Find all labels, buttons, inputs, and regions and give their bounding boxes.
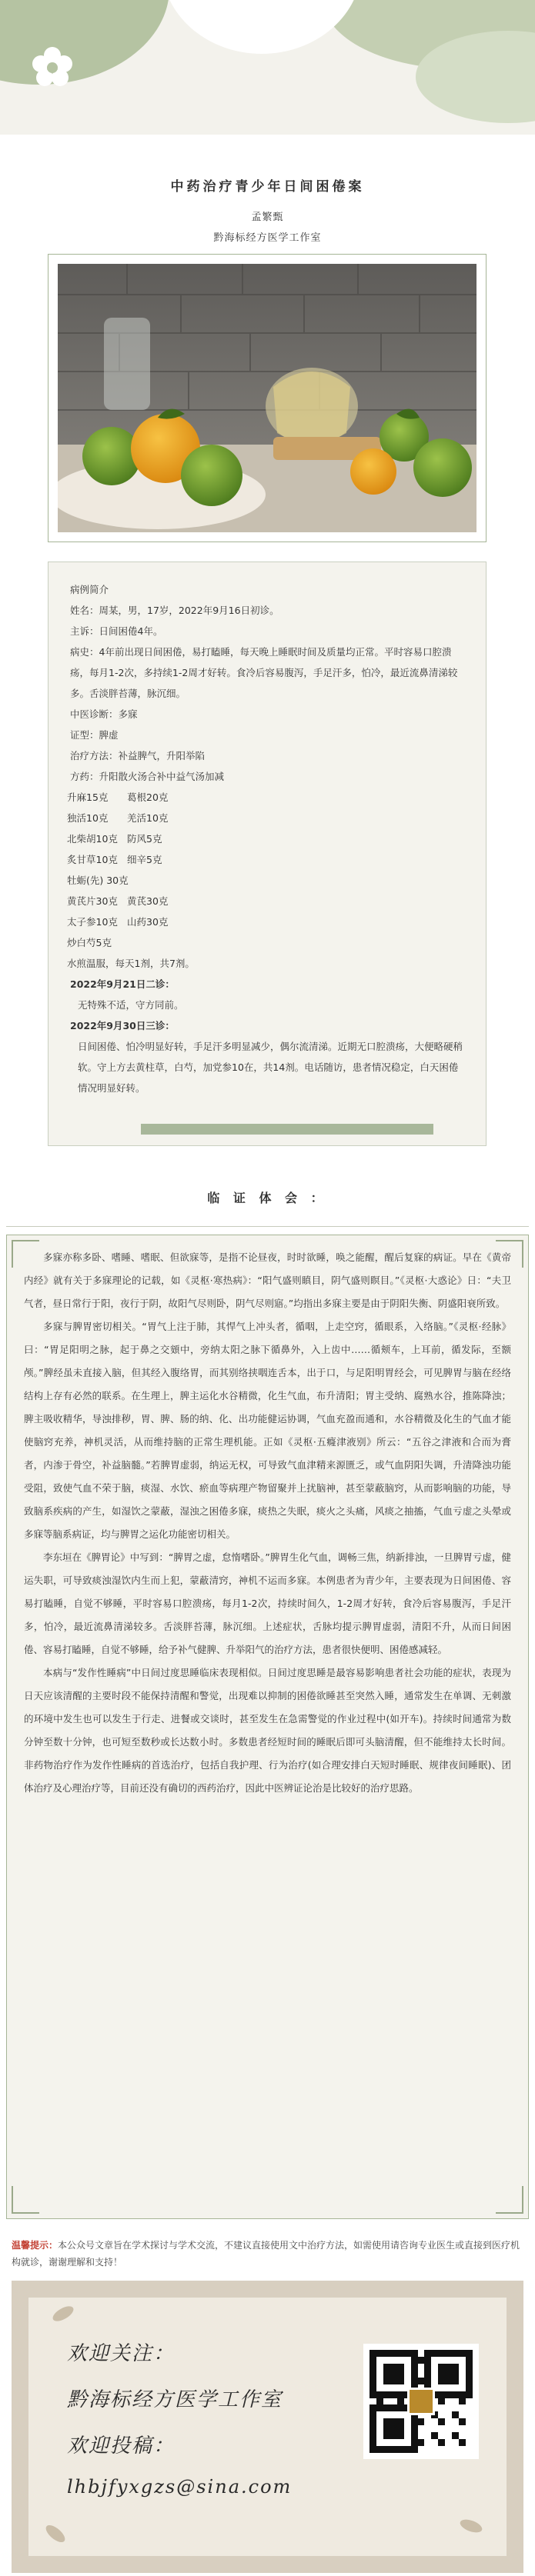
- qr-module: [445, 2439, 452, 2446]
- herb-item: 羌活10克: [127, 812, 169, 824]
- footer-panel: [28, 2298, 507, 2556]
- experience-content: [7, 1235, 528, 1800]
- qr-module: [369, 2404, 376, 2411]
- qr-module: [369, 2364, 376, 2371]
- qr-module: [466, 2404, 473, 2411]
- qr-module: [390, 2371, 397, 2378]
- qr-module: [411, 2378, 418, 2384]
- qr-module: [397, 2378, 404, 2384]
- qr-module: [383, 2404, 390, 2411]
- qr-module: [459, 2384, 466, 2391]
- herb-row: [67, 891, 464, 911]
- qr-module: [459, 2391, 466, 2398]
- qr-module: [445, 2350, 452, 2357]
- usage-line: 水煎温服，每天1剂，共7剂。: [67, 958, 195, 969]
- qr-module: [376, 2391, 383, 2398]
- qr-module: [418, 2378, 425, 2384]
- qr-module: [438, 2446, 445, 2453]
- qr-module: [431, 2418, 438, 2425]
- qr-module: [438, 2411, 445, 2418]
- qr-module: [376, 2404, 383, 2411]
- qr-module: [431, 2439, 438, 2446]
- qr-module: [438, 2384, 445, 2391]
- qr-module: [438, 2404, 445, 2411]
- qr-module: [459, 2364, 466, 2371]
- qr-module: [424, 2446, 431, 2453]
- qr-module: [411, 2357, 418, 2364]
- qr-module: [404, 2425, 411, 2432]
- qr-module: [390, 2357, 397, 2364]
- qr-module: [397, 2439, 404, 2446]
- experience-box: [6, 1235, 529, 2219]
- qr-module: [418, 2371, 425, 2378]
- qr-module: [390, 2404, 397, 2411]
- qr-module: [466, 2364, 473, 2371]
- qr-module: [431, 2432, 438, 2439]
- qr-module: [452, 2350, 459, 2357]
- qr-module: [397, 2350, 404, 2357]
- qr-module: [466, 2384, 473, 2391]
- experience-paragraph: 多寐与脾胃密切相关。“胃气上注于肺，其悍气上冲头者，循咽，上走空窍，循眼系，入络脑。”《灵枢·经脉》曰：“胃足阳明之脉，起于鼻之交頞中，旁纳太阳之脉下循鼻外，入上齿中……循颊车，上耳前，循发际，至额颅。”脾经虽未直接入脑，但其经入腹络胃，而其别络挟咽连舌本，出于口，与足阳明胃经会，可见脾胃与脑在经络结构上存有必然的联系。在生理上，脾主运化水谷精微，化生气血，布升清阳；胃主受纳、腐熟水谷，推陈降浊；脾主吸收精华，导浊排秽，胃、脾、肠的纳、化、出功能健运协调，气血充盈而通和，水谷精微及化生的气血才能使脑窍充养，神机灵活，从而维持脑的正常生理机能。正如《灵枢·五癃津液别》所云：“五谷之津液和合而为膏者，内渗于骨空，补益脑髓。”若脾胃虚弱，纳运无权，可导致气血津精来源匮乏，或气血阴阳失调，升清降浊功能受阻，致使气血不荣于脑，痰湿、水饮、瘀血等病理产物留聚并上扰脑神，甚至蒙蔽脑窍，从而影响脑的功能，导致脑系疾病的产生，如湿饮之蒙蔽，湿浊之困倦多寐，痰热之失眠，痰火之头痛，风痰之抽搐，气血亏虚之头晕或多寐等脑系病证，均与脾胃之运化功能密切相关。: [24, 1321, 511, 1540]
- qr-module: [459, 2404, 466, 2411]
- corner-decoration: [496, 1240, 523, 1268]
- qr-module: [390, 2439, 397, 2446]
- herb-item: 太子参10克: [67, 916, 118, 928]
- qr-module: [431, 2350, 438, 2357]
- qr-module: [445, 2398, 452, 2405]
- qr-module: [418, 2418, 425, 2425]
- qr-module: [452, 2446, 459, 2453]
- case-summary-box: [48, 562, 487, 1146]
- leaf-decoration: [459, 2517, 484, 2534]
- qr-module: [397, 2398, 404, 2405]
- qr-module: [404, 2418, 411, 2425]
- qr-module: [445, 2432, 452, 2439]
- qr-module: [466, 2439, 473, 2446]
- qr-module: [383, 2411, 390, 2418]
- qr-module: [452, 2425, 459, 2432]
- qr-module: [383, 2378, 390, 2384]
- qr-module: [376, 2446, 383, 2453]
- visit3-text: 日间困倦、怕冷明显好转，手足汗多明显减少，偶尔流清涕。近期无口腔溃疡，大便略硬稍软。守上方去黄柱草，白芍，加党参10在，共14剂。电话随访，患者情况稳定，白天困倦情况明显好转。: [78, 1041, 463, 1094]
- qr-module: [459, 2425, 466, 2432]
- photo-frame: [48, 254, 487, 542]
- case-line: 姓名：周某，男，17岁，2022年9月16日初诊。: [70, 605, 279, 616]
- organization-name: 黔海标经方医学工作室: [213, 232, 322, 244]
- qr-module: [445, 2357, 452, 2364]
- qr-module: [383, 2418, 390, 2425]
- qr-module: [369, 2378, 376, 2384]
- qr-module: [404, 2446, 411, 2453]
- qr-module: [438, 2391, 445, 2398]
- case-line: 治疗方法：补益脾气，升阳举陷: [70, 750, 206, 761]
- herb-item: 细辛5克: [127, 854, 162, 865]
- article-title: 中药治疗青少年日间困倦案: [170, 179, 365, 195]
- qr-module: [418, 2357, 425, 2364]
- qr-module: [438, 2432, 445, 2439]
- qr-module: [376, 2371, 383, 2378]
- qr-module: [390, 2398, 397, 2405]
- qr-module: [390, 2446, 397, 2453]
- header-decoration: [0, 0, 535, 135]
- qr-module: [445, 2446, 452, 2453]
- qr-module: [369, 2425, 376, 2432]
- qr-module: [376, 2411, 383, 2418]
- qr-module: [390, 2350, 397, 2357]
- qr-module: [452, 2378, 459, 2384]
- qr-module: [411, 2350, 418, 2357]
- qr-module: [424, 2371, 431, 2378]
- qr-module: [418, 2364, 425, 2371]
- qr-module: [397, 2404, 404, 2411]
- photo-illustration: [58, 264, 476, 532]
- qr-module: [438, 2350, 445, 2357]
- herb-row: [67, 911, 464, 932]
- qr-module: [390, 2432, 397, 2439]
- qr-module: [438, 2371, 445, 2378]
- qr-module: [404, 2439, 411, 2446]
- qr-module: [466, 2425, 473, 2432]
- qr-module: [411, 2418, 418, 2425]
- qr-module: [459, 2398, 466, 2405]
- qr-module: [418, 2446, 425, 2453]
- qr-module: [459, 2411, 466, 2418]
- qr-module: [445, 2364, 452, 2371]
- qr-module: [445, 2404, 452, 2411]
- qr-module: [383, 2364, 390, 2371]
- corner-decoration: [12, 2186, 39, 2214]
- qr-module: [383, 2384, 390, 2391]
- qr-module: [390, 2384, 397, 2391]
- leaf-decoration: [51, 2303, 76, 2324]
- herb-item: 独活10克: [67, 812, 109, 824]
- qr-module: [424, 2425, 431, 2432]
- qr-module: [369, 2398, 376, 2405]
- qr-module: [390, 2425, 397, 2432]
- herb-item: 炒白芍5克: [67, 937, 112, 948]
- qr-module: [376, 2378, 383, 2384]
- herb-list: [67, 787, 464, 953]
- herb-row: [67, 787, 464, 808]
- case-line: 证型：脾虚: [70, 729, 119, 741]
- experience-paragraph: 李东垣在《脾胃论》中写到：“脾胃之虚，怠惰嗜卧。”脾胃生化气血，调畅三焦，纳新排浊，一旦脾胃亏虚，健运失职，可导致痰浊湿饮内生而上犯，蒙蔽清窍，神机不运而多寐。本例患者为青少年，主要表现为日间困倦、容易打瞌睡，自觉不够睡，平时容易口腔溃疡，每月1-2次，持续时间久，1-2周才好转，食冷后容易腹泻，手足汗多，怕冷，最近流鼻清涕较多。舌淡胖苔薄，脉沉细。上述症状，舌脉均提示脾胃虚弱，清阳不升，从而日间困倦、容易打瞌睡，自觉不够睡，给予补气健脾、升举阳气的治疗方法，患者很快便明、困倦感减轻。: [24, 1551, 511, 1655]
- qr-module: [418, 2432, 425, 2439]
- qr-module: [383, 2446, 390, 2453]
- qr-module: [383, 2425, 390, 2432]
- submit-label: 欢迎投稿：: [67, 2434, 176, 2458]
- qr-module: [411, 2446, 418, 2453]
- qr-module: [459, 2439, 466, 2446]
- qr-module: [466, 2350, 473, 2357]
- section-divider: [6, 1226, 529, 1227]
- contact-email[interactable]: lhbjfyxgzs@sina.com: [67, 2476, 293, 2498]
- qr-logo-icon: [407, 2388, 435, 2415]
- qr-module: [369, 2391, 376, 2398]
- author-name: 孟繁甄: [251, 212, 284, 223]
- qr-module: [445, 2391, 452, 2398]
- qr-module: [397, 2357, 404, 2364]
- qr-module: [390, 2378, 397, 2384]
- qr-module: [376, 2364, 383, 2371]
- qr-module: [438, 2364, 445, 2371]
- qr-module: [466, 2418, 473, 2425]
- qr-module: [459, 2350, 466, 2357]
- herb-row: [67, 828, 464, 849]
- qr-module: [431, 2425, 438, 2432]
- herb-item: 防风5克: [127, 833, 162, 845]
- qr-module: [445, 2425, 452, 2432]
- qr-module: [376, 2350, 383, 2357]
- qr-module: [418, 2439, 425, 2446]
- qr-module: [383, 2357, 390, 2364]
- qr-module: [466, 2411, 473, 2418]
- case-line: 主诉：日间困倦4年。: [70, 625, 163, 637]
- section-title: 临 证 体 会 ：: [207, 1191, 328, 1205]
- notice-label: 温馨提示：: [12, 2240, 59, 2251]
- qr-module: [466, 2371, 473, 2378]
- qr-module: [466, 2398, 473, 2405]
- qr-module: [459, 2418, 466, 2425]
- herb-item: 牡蛎(先) 30克: [67, 875, 129, 886]
- visit3-title: 2022年9月30日三诊：: [70, 1020, 175, 1031]
- herb-item: 黄芪片30克: [67, 895, 118, 907]
- qr-module: [438, 2425, 445, 2432]
- qr-module: [383, 2350, 390, 2357]
- qr-module: [445, 2418, 452, 2425]
- qr-module: [397, 2384, 404, 2391]
- qr-module: [390, 2418, 397, 2425]
- qr-module: [397, 2425, 404, 2432]
- qr-module: [438, 2378, 445, 2384]
- qr-module: [390, 2411, 397, 2418]
- qr-module: [411, 2439, 418, 2446]
- qr-module: [369, 2384, 376, 2391]
- qr-module: [369, 2350, 376, 2357]
- deco-blob: [0, 0, 169, 85]
- qr-module: [438, 2357, 445, 2364]
- qr-module: [431, 2364, 438, 2371]
- qr-module: [424, 2364, 431, 2371]
- deco-blob: [162, 0, 362, 54]
- herb-row: [67, 849, 464, 870]
- qr-module: [452, 2357, 459, 2364]
- qr-module: [397, 2411, 404, 2418]
- herb-item: 黄芪30克: [127, 895, 169, 907]
- notice-text: 本公众号文章旨在学术探讨与学术交流，不建议直接使用文中治疗方法，如需使用请咨询专业医生或直接到医疗机构就诊，谢谢理解和支持！: [12, 2240, 520, 2268]
- corner-decoration: [12, 1240, 39, 1268]
- corner-decoration: [496, 2186, 523, 2214]
- qr-module: [424, 2357, 431, 2364]
- qr-module: [376, 2439, 383, 2446]
- qr-module: [424, 2378, 431, 2384]
- qr-module: [411, 2364, 418, 2371]
- qr-module: [411, 2432, 418, 2439]
- qr-module: [397, 2432, 404, 2439]
- herb-row: [67, 808, 464, 828]
- qr-module: [376, 2398, 383, 2405]
- qr-module: [376, 2425, 383, 2432]
- qr-module: [466, 2357, 473, 2364]
- herb-item: 葛根20克: [127, 791, 169, 803]
- case-heading: 病例简介: [70, 584, 109, 595]
- qr-module: [452, 2371, 459, 2378]
- qr-module: [424, 2418, 431, 2425]
- qr-module: [369, 2432, 376, 2439]
- qr-module: [383, 2371, 390, 2378]
- qr-module: [431, 2357, 438, 2364]
- qr-module: [383, 2432, 390, 2439]
- qr-module: [376, 2384, 383, 2391]
- herb-item: 北柴胡10克: [67, 833, 118, 845]
- qr-module: [404, 2350, 411, 2357]
- qr-module: [411, 2425, 418, 2432]
- qr-module: [459, 2378, 466, 2384]
- qr-module: [404, 2364, 411, 2371]
- qr-module: [397, 2446, 404, 2453]
- qr-module: [452, 2384, 459, 2391]
- herb-item: 山药30克: [127, 916, 169, 928]
- qr-module: [404, 2371, 411, 2378]
- qr-module: [424, 2350, 431, 2357]
- qr-module: [431, 2378, 438, 2384]
- case-line: 方药：升阳散火汤合补中益气汤加减: [70, 771, 225, 782]
- qr-module: [445, 2384, 452, 2391]
- qr-module: [431, 2371, 438, 2378]
- qr-module: [369, 2357, 376, 2364]
- tea-and-oranges-photo: [58, 264, 476, 532]
- qr-module: [459, 2371, 466, 2378]
- qr-module: [452, 2418, 459, 2425]
- qr-module: [452, 2411, 459, 2418]
- qr-module: [452, 2439, 459, 2446]
- qr-module: [397, 2371, 404, 2378]
- article-header: [0, 175, 535, 244]
- qr-code[interactable]: [363, 2344, 479, 2459]
- decorative-bar: [141, 1124, 433, 1135]
- qr-module: [369, 2418, 376, 2425]
- qr-module: [466, 2432, 473, 2439]
- qr-module: [438, 2439, 445, 2446]
- qr-module: [459, 2446, 466, 2453]
- qr-module: [369, 2411, 376, 2418]
- qr-module: [466, 2391, 473, 2398]
- qr-module: [445, 2371, 452, 2378]
- flower-icon: [29, 45, 75, 91]
- qr-module: [404, 2432, 411, 2439]
- qr-module: [452, 2364, 459, 2371]
- visit2-title: 2022年9月21日二诊：: [70, 978, 175, 990]
- qr-module: [438, 2418, 445, 2425]
- qr-module: [397, 2364, 404, 2371]
- qr-module: [383, 2398, 390, 2405]
- disclaimer-notice: [12, 2237, 523, 2271]
- herb-item: 炙甘草10克: [67, 854, 118, 865]
- case-content: [48, 562, 486, 1098]
- qr-module: [459, 2357, 466, 2364]
- qr-module: [418, 2425, 425, 2432]
- visit2-text: 无特殊不适，守方同前。: [78, 999, 184, 1011]
- case-line: 病史：4年前出现日间困倦，易打瞌睡，每天晚上睡眠时间及质量均正常。平时容易口腔溃疡，每月1-2次，多持续1-2周才好转。食冷后容易腹泻，手足汗多，怕冷，最近流鼻清涕较多。舌淡胖苔薄，脉沉细。: [70, 646, 458, 699]
- qr-module: [376, 2418, 383, 2425]
- qr-module: [431, 2446, 438, 2453]
- qr-module: [445, 2411, 452, 2418]
- qr-module: [466, 2446, 473, 2453]
- qr-module: [376, 2432, 383, 2439]
- qr-module: [418, 2350, 425, 2357]
- footer-banner: [12, 2281, 523, 2573]
- qr-module: [390, 2364, 397, 2371]
- qr-module: [404, 2357, 411, 2364]
- qr-module: [404, 2378, 411, 2384]
- qr-module: [369, 2439, 376, 2446]
- qr-module: [452, 2404, 459, 2411]
- qr-module: [397, 2418, 404, 2425]
- leaf-decoration: [43, 2522, 68, 2545]
- qr-module: [369, 2446, 376, 2453]
- experience-paragraph: 本病与“发作性睡病”中日间过度思睡临床表现相似。日间过度思睡是最容易影响患者社会功能的症状，表现为日天应该清醒的主要时段不能保持清醒和警觉，出现难以抑制的困倦欲睡甚至突然入睡，通常发生在单调、无刺激的环境中发生也可以发生于行走、进餐或交谈时，甚至发生在急需警觉的作业过程中(如开车)。持续时间通常为数分钟至数十分钟，也可短至数秒或长达数小时。多数患者经短时间的睡眠后即可头脑清醒，但不能维持太长时间。非药物治疗作为发作性睡病的首选治疗，包括自我护理、行为治疗(如合理安排白天短时睡眠、规律夜间睡眠)、团体治疗及心理治疗等，目前还没有确切的西药治疗，因此中医辨证论治是比较好的治疗思路。: [24, 1667, 511, 1794]
- qr-module: [459, 2432, 466, 2439]
- qr-module: [383, 2391, 390, 2398]
- qr-module: [383, 2439, 390, 2446]
- studio-name: 黔海标经方医学工作室: [67, 2388, 283, 2411]
- qr-module: [452, 2432, 459, 2439]
- qr-module: [411, 2371, 418, 2378]
- qr-module: [390, 2391, 397, 2398]
- qr-module: [452, 2391, 459, 2398]
- qr-module: [466, 2378, 473, 2384]
- follow-label: 欢迎关注：: [67, 2342, 176, 2365]
- experience-paragraph: 多寐亦称多卧、嗜睡、嗜眠、但欲寐等，是指不论昼夜，时时欲睡，唤之能醒，醒后复寐的病证。早在《黄帝内经》就有关于多寐理论的记载，如《灵枢·寒热病》：“阳气盛则瞋目，阴气盛则瞑目。”《灵枢·大惑论》日：“夫卫气者，昼日常行于阳，夜行于阴，故阳气尽则卧，阴气尽则寤。”均指出多寐主要是由于阴阳失衡、阴盛阳衰所致。: [24, 1251, 511, 1309]
- qr-module: [445, 2378, 452, 2384]
- case-line: 中医诊断：多寐: [70, 708, 138, 720]
- qr-module: [397, 2391, 404, 2398]
- qr-module: [438, 2398, 445, 2405]
- herb-row: [67, 932, 464, 953]
- qr-module: [376, 2357, 383, 2364]
- herb-item: 升麻15克: [67, 791, 109, 803]
- qr-module: [369, 2371, 376, 2378]
- herb-row: [67, 870, 464, 891]
- qr-module: [424, 2432, 431, 2439]
- qr-module: [424, 2439, 431, 2446]
- qr-module: [452, 2398, 459, 2405]
